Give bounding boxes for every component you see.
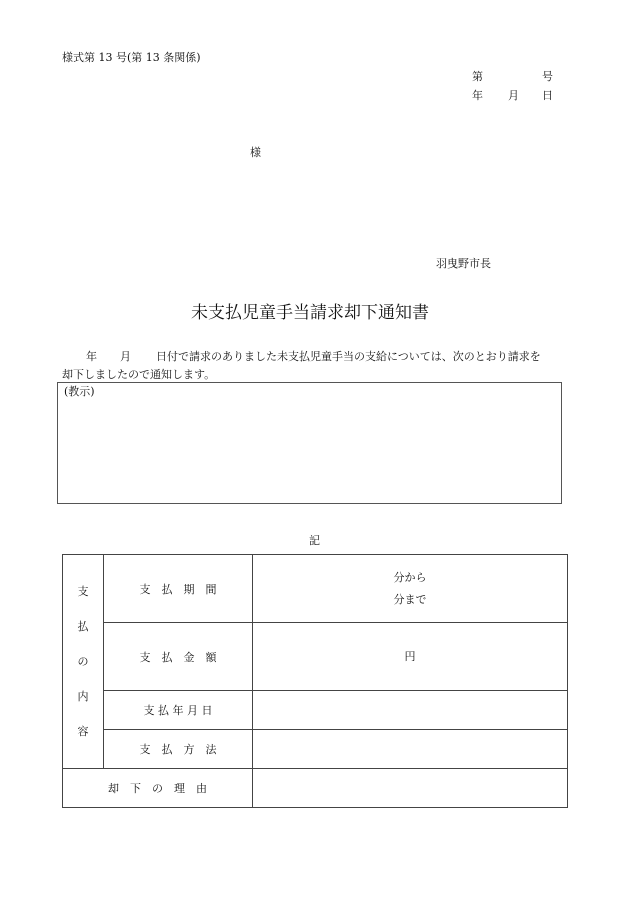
rejection-reason-value — [253, 769, 568, 808]
issuer: 羽曳野市長 — [436, 257, 491, 270]
date-day: 日 — [542, 89, 553, 102]
payment-method-value — [253, 730, 568, 769]
table-row — [63, 555, 568, 623]
table-row — [63, 623, 568, 691]
date-year: 年 — [472, 89, 483, 102]
doc-number-go: 号 — [542, 70, 553, 83]
table-row — [63, 769, 568, 808]
payment-method-label: 支 払 方 法 — [104, 730, 253, 769]
body-line1: 日付で請求のありました未支払児童手当の支給については、次のとおり請求を — [156, 350, 541, 363]
payment-period-value: 分から 分まで — [253, 555, 568, 623]
instruction-label: (教示) — [64, 385, 95, 398]
rejection-reason-label: 却 下 の 理 由 — [63, 769, 253, 808]
payment-date-value — [253, 691, 568, 730]
instruction-box — [57, 382, 562, 504]
doc-number-dai: 第 — [472, 70, 483, 83]
payment-period-label: 支 払 期 間 — [104, 555, 253, 623]
body-month: 月 — [120, 350, 131, 363]
payment-amount-label: 支 払 金 額 — [104, 623, 253, 691]
date-month: 月 — [508, 89, 519, 102]
body-line2: 却下しましたので通知します。 — [62, 368, 216, 381]
table-row — [63, 730, 568, 769]
payment-amount-value: 円 — [253, 623, 568, 691]
addressee-suffix: 様 — [250, 146, 261, 159]
document-title: 未支払児童手当請求却下通知書 — [191, 303, 429, 323]
table-row — [63, 691, 568, 730]
payment-content-group-label: 支 払 の 内 容 — [63, 555, 104, 769]
payment-date-label: 支 払 年 月 日 — [104, 691, 253, 730]
body-year: 年 — [86, 350, 97, 363]
form-number: 様式第 13 号(第 13 条関係) — [62, 51, 201, 64]
payment-details-table — [62, 554, 568, 808]
ki-label: 記 — [309, 534, 320, 547]
